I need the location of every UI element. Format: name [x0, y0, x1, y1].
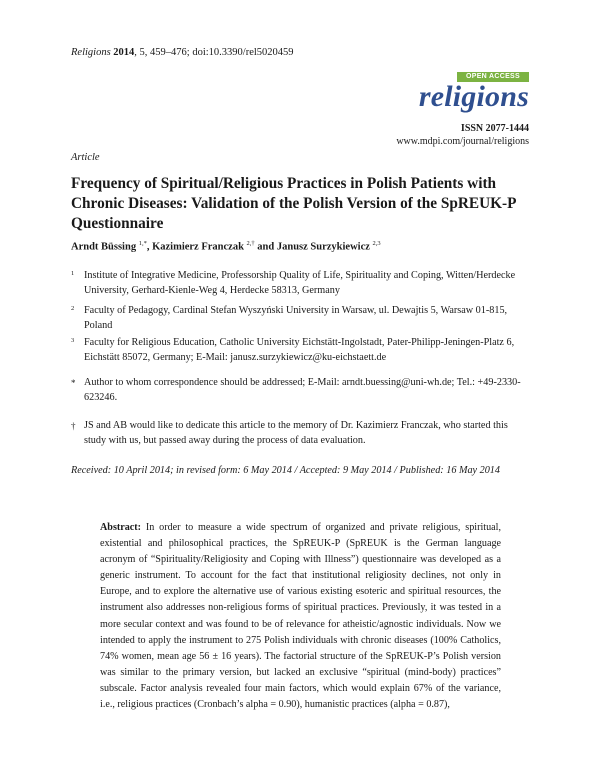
abstract-label: Abstract: — [100, 522, 142, 533]
author-name: , Kazimierz Franczak — [146, 241, 244, 253]
note-symbol: † — [71, 421, 76, 431]
author-list — [71, 240, 381, 253]
affiliation-text: Faculty of Pedagogy, Cardinal Stefan Wyszyński University in Warsaw, ul. Dewajtis 5, Warsaw 01-815, Poland — [84, 305, 508, 331]
citation-line — [71, 47, 294, 58]
affiliation-number: 1 — [71, 270, 75, 277]
citation-year: 2014 — [113, 47, 135, 58]
journal-name: Religions — [71, 47, 111, 58]
author-name: and Janusz Surzykiewicz — [254, 241, 370, 253]
note-text: JS and AB would like to dedicate this article to the memory of Dr. Kazimierz Franczak, who started this study with us, but passed away during the process of data evaluation. — [84, 420, 508, 446]
affiliation-text: Institute of Integrative Medicine, Professorship Quality of Life, Spirituality and Coping, Witten/Herdecke University, Gerhard-Kienle-Weg 4, Herdecke 58313, Germany — [84, 270, 516, 296]
note-text: Author to whom correspondence should be addressed; E-Mail: arndt.buessing@uni-wh.de; Tel.: +49-2330-623246. — [84, 377, 521, 403]
affiliation-number: 2 — [71, 305, 75, 312]
abstract-text: In order to measure a wide spectrum of organized and private religious, spiritual, existential and philosophical practices, the SpREUK-P (SpREUK is the German language acronym of “Spirituality/Religiosity and Coping with Illness”) questionnaire was developed as a generic instrument. To account for the fact that institutional religiosity declines, not only in Europe, and to explore the alternative use of various existing esoteric and spiritual resources, the instrument also addresses non-religious forms of spiritual practices. Previously, it was tested in a more secular context and was found to be of relevance for atheistic/agnostic individuals. Now we intended to apply the instrument to 275 Polish individuals with chronic diseases (100% Catholics, 74% women, mean age 56 ± 16 years). The factorial structure of the SpREUK-P’s Polish version was similar to the primary version, but lacked an exclusive “spiritual (mind-body) practices” subscale. Factor analysis revealed four main factors, which would explain 67% of the variance, i.e., religious practices (Cronbach’s alpha = 0.90), humanistic practices (alpha = 0.87), — [100, 522, 501, 711]
affiliation-text: Faculty for Religious Education, Catholic University Eichstätt-Ingolstadt, Pater-Philipp-Jeningen-Platz 6, Eichstätt 85072, Germany; E-Mail: janusz.surzykiewicz@ku-eichstaett.de — [84, 337, 515, 363]
issn: ISSN 2077-1444 — [460, 123, 529, 134]
author-sup: 2,3 — [372, 240, 381, 247]
publication-dates: Received: 10 April 2014; in revised form: 6 May 2014 / Accepted: 9 May 2014 / Published: 16 May 2014 — [71, 465, 500, 476]
citation-rest: , 5, 459–476; doi:10.3390/rel5020459 — [134, 47, 294, 58]
author-sup: 1,* — [138, 240, 147, 247]
note-symbol: * — [71, 378, 76, 388]
journal-logo: religions — [418, 80, 529, 113]
affiliation-number: 3 — [71, 337, 75, 344]
article-title: Frequency of Spiritual/Religious Practices in Polish Patients with Chronic Diseases: Validation of the Polish Version of the SpREUK-P Questionnaire — [71, 175, 516, 232]
author-name: Arndt Büssing — [71, 241, 137, 253]
open-access-badge: OPEN ACCESS — [457, 72, 529, 82]
article-type: Article — [71, 152, 100, 163]
journal-url[interactable]: www.mdpi.com/journal/religions — [396, 136, 529, 147]
abstract — [100, 520, 501, 713]
author-sup: 2,† — [246, 240, 255, 247]
